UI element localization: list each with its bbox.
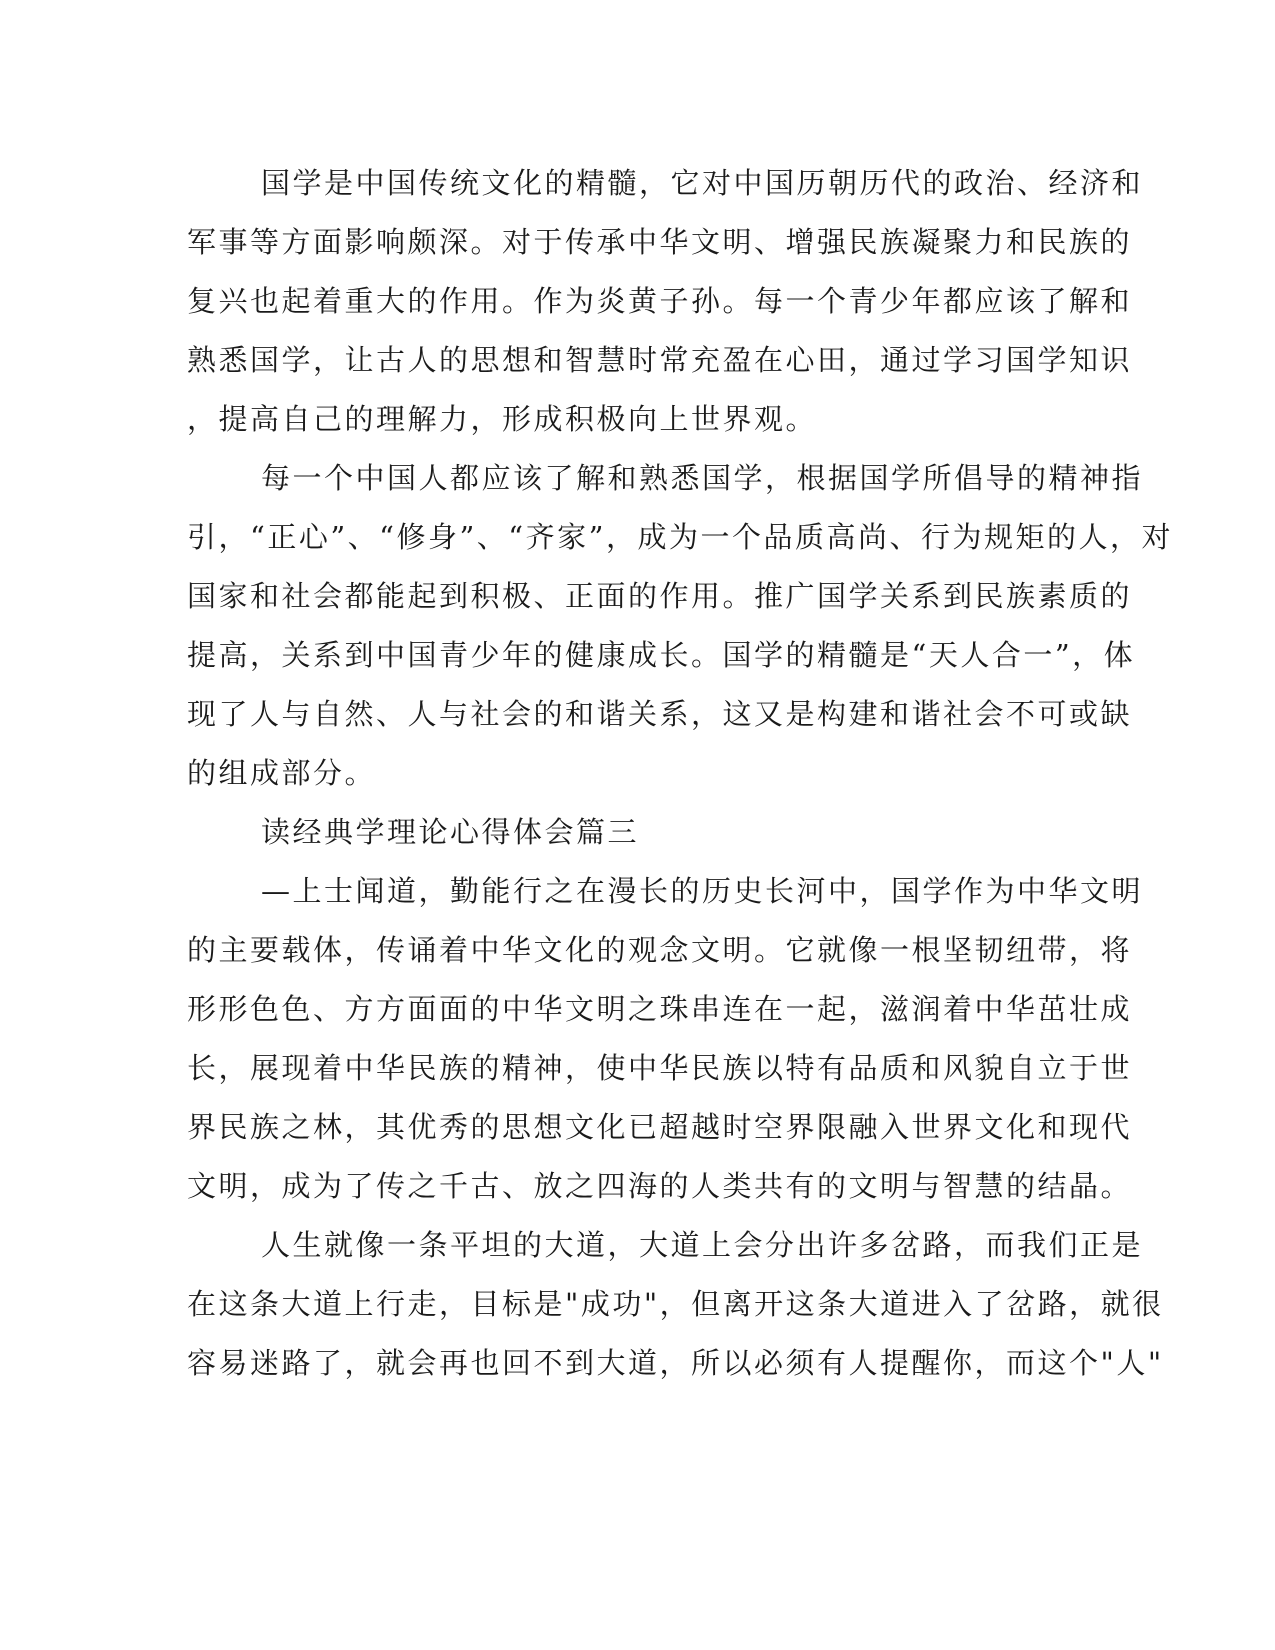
paragraph-1-line-2: 军事等方面影响颇深。对于传承中华文明、增强民族凝聚力和民族的	[187, 225, 1133, 259]
paragraph-3-line-6: 文明，成为了传之千古、放之四海的人类共有的文明与智慧的结晶。	[187, 1169, 1133, 1203]
paragraph-4-line-1: 人生就像一条平坦的大道，大道上会分出许多岔路，而我们正是	[261, 1228, 1144, 1262]
paragraph-3-line-3: 形形色色、方方面面的中华文明之珠串连在一起，滋润着中华茁壮成	[187, 992, 1133, 1026]
paragraph-2-line-5: 现了人与自然、人与社会的和谐关系，这又是构建和谐社会不可或缺	[187, 697, 1133, 731]
paragraph-2-line-6: 的组成部分。	[187, 756, 377, 790]
paragraph-2-line-2: 引，“正心”、“修身”、“齐家”，成为一个品质高尚、行为规矩的人，对	[187, 520, 1173, 554]
paragraph-1-line-5: ，提高自己的理解力，形成积极向上世界观。	[187, 402, 818, 436]
paragraph-1-line-1: 国学是中国传统文化的精髓，它对中国历朝历代的政治、经济和	[261, 166, 1144, 200]
paragraph-4-line-3: 容易迷路了，就会再也回不到大道，所以必须有人提醒你，而这个"人"	[187, 1346, 1164, 1380]
section-heading: 读经典学理论心得体会篇三	[261, 815, 640, 849]
paragraph-2-line-1: 每一个中国人都应该了解和熟悉国学，根据国学所倡导的精神指	[261, 461, 1144, 495]
paragraph-3-line-1: —上士闻道，勤能行之在漫长的历史长河中，国学作为中华文明	[261, 874, 1144, 908]
paragraph-2-line-4: 提高，关系到中国青少年的健康成长。国学的精髓是“天人合一”，体	[187, 638, 1136, 672]
paragraph-3-line-5: 界民族之林，其优秀的思想文化已超越时空界限融入世界文化和现代	[187, 1110, 1133, 1144]
paragraph-2-line-3: 国家和社会都能起到积极、正面的作用。推广国学关系到民族素质的	[187, 579, 1133, 613]
paragraph-4-line-2: 在这条大道上行走，目标是"成功"，但离开这条大道进入了岔路，就很	[187, 1287, 1164, 1321]
paragraph-1-line-4: 熟悉国学，让古人的思想和智慧时常充盈在心田，通过学习国学知识	[187, 343, 1133, 377]
paragraph-3-line-4: 长，展现着中华民族的精神，使中华民族以特有品质和风貌自立于世	[187, 1051, 1133, 1085]
paragraph-3-line-2: 的主要载体，传诵着中华文化的观念文明。它就像一根坚韧纽带，将	[187, 933, 1133, 967]
paragraph-1-line-3: 复兴也起着重大的作用。作为炎黄子孙。每一个青少年都应该了解和	[187, 284, 1133, 318]
